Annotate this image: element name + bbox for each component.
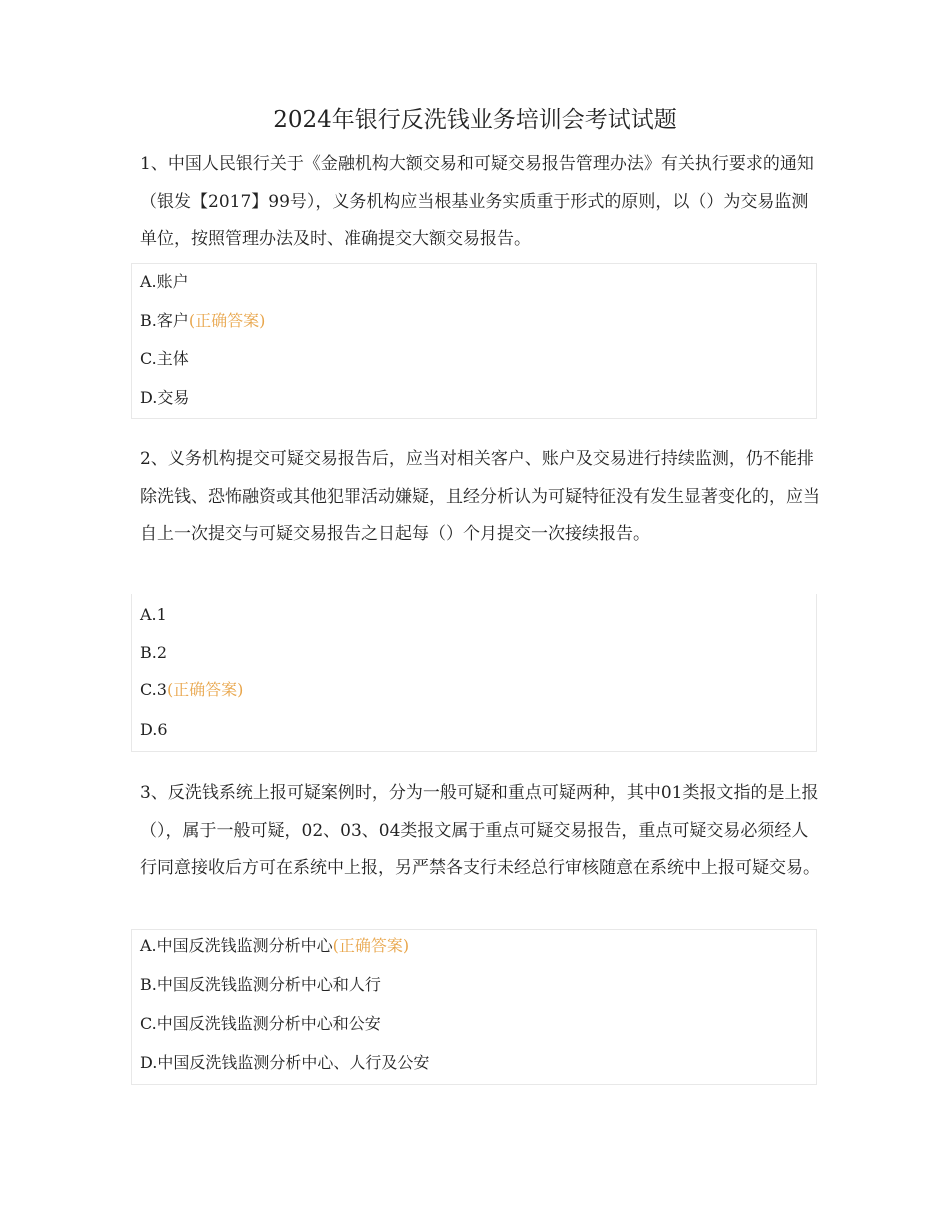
option-label: A.1 [140,605,167,624]
question-2-option-a[interactable] [140,604,167,626]
question-3-option-a[interactable] [140,935,409,957]
option-label: B.中国反洗钱监测分析中心和人行 [140,975,381,994]
question-3-option-d[interactable] [140,1052,429,1074]
option-label: A.中国反洗钱监测分析中心 [140,936,333,955]
correct-answer-mark: (正确答案) [188,311,266,330]
option-label: C.主体 [140,349,189,368]
question-2-option-c[interactable] [140,679,243,701]
option-label: C.中国反洗钱监测分析中心和公安 [140,1014,381,1033]
option-label: D.6 [140,720,168,739]
question-3-option-c[interactable] [140,1013,381,1035]
correct-answer-mark: (正确答案) [166,680,244,699]
option-label: B.客户 [140,311,189,330]
option-label: D.交易 [140,388,190,407]
correct-answer-mark: (正确答案) [332,936,410,955]
option-label: A.账户 [140,272,189,291]
option-label: B.2 [140,643,168,662]
question-2-options [131,594,817,752]
question-3-option-b[interactable] [140,974,381,996]
question-2-option-d[interactable] [140,719,168,741]
question-2-text: 2、义务机构提交可疑交易报告后，应当对相关客户、账户及交易进行持续监测，仍不能排除洗钱、恐怖融资或其他犯罪活动嫌疑，且经分析认为可疑特征没有发生显著变化的，应当自上一次提交与可疑交易报告之日起每（）个月提交一次接续报告。 [140,449,820,544]
question-1-option-d[interactable] [140,387,189,409]
question-1-option-b[interactable] [140,310,265,332]
question-1-options [131,263,817,419]
question-1-option-a[interactable] [140,271,189,293]
option-label: D.中国反洗钱监测分析中心、人行及公安 [140,1053,430,1072]
question-3-text: 3、反洗钱系统上报可疑案例时，分为一般可疑和重点可疑两种，其中01类报文指的是上报（），属于一般可疑，02、03、04类报文属于重点可疑交易报告，重点可疑交易必须经人行同意接收后方可在系统中上报，另严禁各支行未经总行审核随意在系统中上报可疑交易。 [140,783,820,878]
document-title: 2024年银行反洗钱业务培训会考试试题 [273,107,677,133]
question-2-option-b[interactable] [140,642,167,664]
question-1-text: 1、中国人民银行关于《金融机构大额交易和可疑交易报告管理办法》有关执行要求的通知（银发【2017】99号），义务机构应当根基业务实质重于形式的原则，以（）为交易监测单位，按照管理办法及时、准确提交大额交易报告。 [140,154,814,249]
question-3-options [131,929,817,1085]
option-label: C.3 [140,680,167,699]
question-1-option-c[interactable] [140,348,189,370]
